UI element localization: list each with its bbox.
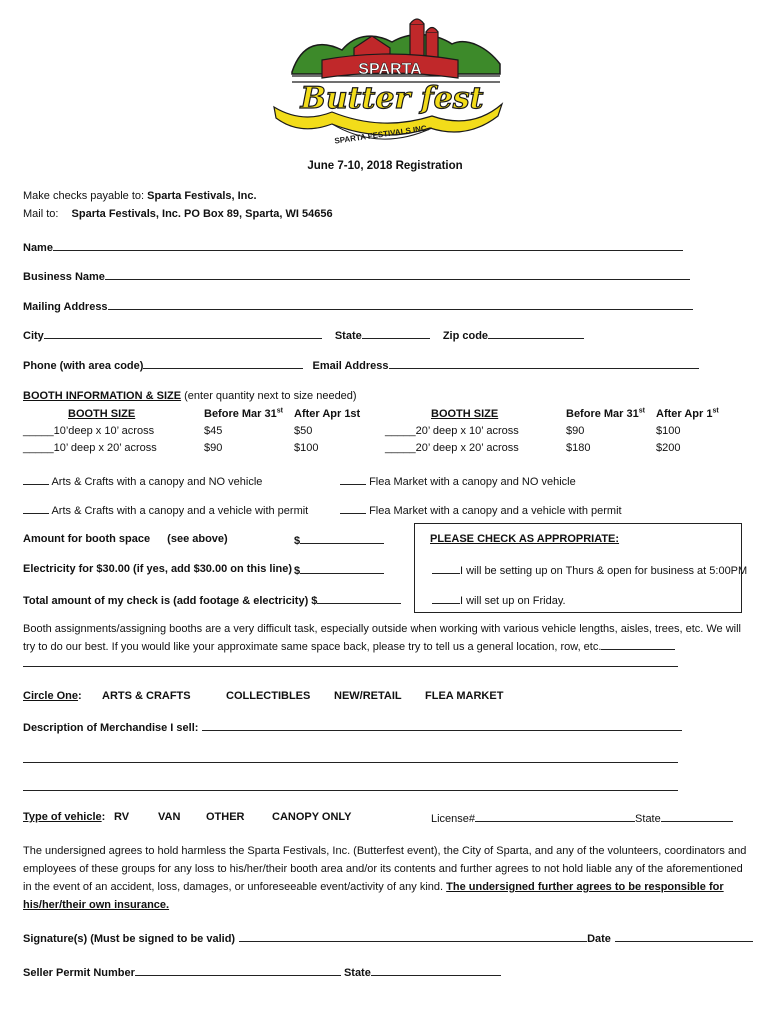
dollar-sign: $: [294, 565, 301, 577]
category-label: Arts & Crafts with a canopy and a vehicle with permit: [51, 505, 309, 517]
signature-field[interactable]: [239, 931, 587, 942]
booth-row-right-1[interactable]: [385, 425, 519, 438]
city-field[interactable]: [44, 328, 322, 339]
phone-field[interactable]: [143, 358, 303, 369]
seller-permit-state-field[interactable]: [371, 965, 501, 976]
merchandise-row: [23, 720, 682, 735]
vehicle-colon: :: [101, 811, 106, 823]
license-label: License#: [431, 813, 476, 825]
booth-price-before: $90: [204, 442, 223, 454]
seller-permit-state-label: State: [343, 967, 371, 979]
vehicle-label: [23, 811, 105, 824]
page-title: [0, 160, 770, 173]
waiver-emphasis: The undersigned further agrees to be responsible for his/her/their own insurance.: [23, 881, 724, 911]
electricity-amount: [294, 563, 384, 578]
seller-permit-field[interactable]: [135, 965, 341, 976]
date-label: Date: [587, 933, 611, 945]
mail-value: Sparta Festivals, Inc. PO Box 89, Sparta, WI 54656: [71, 208, 333, 220]
name-row: [23, 240, 683, 255]
booth-price-after: $50: [294, 425, 313, 437]
booth-size: 20’ deep x 20’ across: [415, 442, 519, 454]
vehicle-option-canopy[interactable]: CANOPY ONLY: [272, 811, 352, 823]
booth-row-left-1[interactable]: [23, 425, 154, 438]
booth-price-before: $180: [566, 442, 591, 454]
logo-top-text: SPARTA: [358, 61, 422, 78]
total-row: [23, 593, 401, 608]
after-header-left: After Apr 1st: [294, 408, 361, 420]
total-amount-field[interactable]: [317, 593, 401, 604]
mailing-address-field[interactable]: [108, 299, 693, 310]
seller-permit-row: [23, 965, 501, 980]
booth-space-amount: [294, 533, 384, 548]
name-label: Name: [23, 242, 53, 254]
license-state-field[interactable]: [661, 811, 733, 822]
category-blank[interactable]: [23, 503, 49, 514]
state-field[interactable]: [362, 328, 430, 339]
before-header-left-sup: st: [276, 407, 283, 415]
circle-option-new-retail[interactable]: NEW/RETAIL: [334, 690, 402, 702]
merchandise-label: Description of Merchandise I sell:: [23, 722, 199, 734]
booth-size: 20’ deep x 10’ across: [415, 425, 519, 437]
category-label: Flea Market with a canopy and a vehicle with permit: [369, 505, 622, 517]
city-label: City: [23, 330, 44, 342]
zip-field[interactable]: [488, 328, 584, 339]
setup-friday-label: I will set up on Friday.: [460, 595, 566, 607]
assignment-note-text: Booth assignments/assigning booths are a very difficult task, especially outside when working with various vehicle lengths, aisles, trees, etc. We will try to do our best. If you would like your approximate same space back, please try to tell us a general location, row, etc.: [23, 623, 742, 653]
booth-heading-title: BOOTH INFORMATION & SIZE: [23, 390, 182, 402]
city-state-zip-row: [23, 328, 584, 343]
setup-thursday-option[interactable]: [432, 563, 747, 578]
booth-heading-note: (enter quantity next to size needed): [184, 390, 357, 402]
logo-main-text: Butter fest: [300, 81, 484, 116]
vehicle-option-other[interactable]: OTHER: [206, 811, 245, 823]
business-name-field[interactable]: [105, 269, 690, 280]
category-flea-vehicle[interactable]: [340, 503, 622, 518]
mailing-address-row: [23, 299, 693, 314]
see-above-label: (see above): [167, 533, 228, 545]
setup-friday-blank[interactable]: [432, 593, 460, 604]
circle-option-collectibles[interactable]: COLLECTIBLES: [226, 690, 311, 702]
name-field[interactable]: [53, 240, 683, 251]
category-blank[interactable]: [23, 474, 49, 485]
before-header-right-text: Before Mar 31: [566, 408, 639, 420]
booth-price-before: $90: [566, 425, 585, 437]
category-label: Arts & Crafts with a canopy and NO vehicle: [51, 476, 263, 488]
before-header-right-sup: st: [638, 407, 645, 415]
waiver-text: The undersigned agrees to hold harmless the Sparta Festivals, Inc. (Butterfest event), the City of Sparta, and any of the volunteers, coordinators and employees of these groups for any loss to his/her/their booth area and/or its contents and further agrees to not hold liable any of the aforementioned in the event of an accident, loss, damages, or unforeseeable event/activity of any kind.: [23, 845, 747, 893]
booth-heading: [23, 390, 357, 403]
circle-one-label: [23, 690, 82, 703]
category-flea-no-vehicle[interactable]: [340, 474, 576, 489]
phone-email-row: [23, 358, 699, 373]
category-blank[interactable]: [340, 474, 366, 485]
booth-size: 10’deep x 10’ across: [53, 425, 155, 437]
category-arts-vehicle[interactable]: [23, 503, 308, 518]
total-label: Total amount of my check is (add footage & electricity) $: [23, 595, 318, 607]
location-preference-line[interactable]: [23, 666, 678, 667]
booth-space-label: Amount for booth space: [23, 533, 151, 545]
booth-blank: _____: [23, 425, 54, 437]
after-header-right-text: After Apr 1: [656, 408, 713, 420]
before-header-left: [204, 408, 283, 421]
checks-value: Sparta Festivals, Inc.: [147, 190, 257, 202]
booth-price-after: $100: [656, 425, 681, 437]
mail-label: Mail to:: [23, 208, 59, 220]
phone-label: Phone (with area code): [23, 360, 144, 372]
business-name-label: Business Name: [23, 271, 105, 283]
setup-thursday-blank[interactable]: [432, 563, 460, 574]
check-appropriate-heading: PLEASE CHECK AS APPROPRIATE:: [430, 533, 620, 545]
checks-label: Make checks payable to:: [23, 190, 145, 202]
after-header-right-sup: st: [712, 407, 719, 415]
checks-payable-line: [23, 190, 257, 203]
category-blank[interactable]: [340, 503, 366, 514]
circle-option-arts[interactable]: ARTS & CRAFTS: [102, 690, 191, 702]
seller-permit-label: Seller Permit Number: [23, 967, 135, 979]
before-header-right: [566, 408, 645, 421]
page-title-text: June 7-10, 2018 Registration: [307, 160, 463, 172]
electricity-label: Electricity for $30.00 (if yes, add $30.00 on this line): [23, 563, 292, 575]
waiver-paragraph: [23, 842, 748, 914]
vehicle-label-text: Type of vehicle: [23, 811, 102, 823]
booth-row-right-2[interactable]: [385, 442, 519, 455]
category-label: Flea Market with a canopy and NO vehicle: [369, 476, 576, 488]
booth-size: 10’ deep x 20’ across: [53, 442, 157, 454]
booth-row-left-2[interactable]: [23, 442, 157, 455]
logo-ribbon-text: SPARTA FESTIVALS INC.: [333, 123, 430, 146]
signature-row: [23, 931, 753, 946]
booth-price-after: $100: [294, 442, 319, 454]
license-row: [431, 811, 733, 826]
before-header-left-text: Before Mar 31: [204, 408, 277, 420]
booth-blank: _____: [23, 442, 54, 454]
merchandise-line-3[interactable]: [23, 790, 678, 791]
license-state-label: State: [635, 813, 661, 825]
booth-space-amount-row: [23, 533, 228, 546]
date-field[interactable]: [615, 931, 753, 942]
signature-label: Signature(s) (Must be signed to be valid): [23, 933, 236, 945]
license-field[interactable]: [475, 811, 635, 822]
booth-blank: _____: [385, 425, 416, 437]
circle-one-label-text: Circle One: [23, 690, 79, 702]
electricity-row: [23, 563, 292, 576]
booth-space-amount-field[interactable]: [300, 533, 384, 544]
business-name-row: [23, 269, 690, 284]
mail-to-line: [23, 208, 333, 221]
setup-friday-option[interactable]: [432, 593, 566, 608]
state-label: State: [334, 330, 362, 342]
butterfest-logo: [262, 12, 512, 152]
vehicle-option-van[interactable]: VAN: [158, 811, 181, 823]
email-label: Email Address: [312, 360, 389, 372]
category-arts-no-vehicle[interactable]: [23, 474, 262, 489]
booth-blank: _____: [385, 442, 416, 454]
mailing-address-label: Mailing Address: [23, 301, 108, 313]
after-header-right: [656, 408, 719, 421]
booth-size-header-right: BOOTH SIZE: [431, 408, 499, 420]
circle-option-flea-market[interactable]: FLEA MARKET: [425, 690, 504, 702]
booth-price-after: $200: [656, 442, 681, 454]
assignment-note: [23, 620, 753, 656]
dollar-sign: $: [294, 535, 301, 547]
merchandise-line-2[interactable]: [23, 762, 678, 763]
electricity-amount-field[interactable]: [300, 563, 384, 574]
zip-label: Zip code: [442, 330, 489, 342]
booth-price-before: $45: [204, 425, 223, 437]
merchandise-field[interactable]: [202, 720, 682, 731]
circle-one-colon: :: [78, 690, 82, 702]
setup-thursday-label: I will be setting up on Thurs & open for business at 5:00PM: [460, 565, 748, 577]
location-preference-field[interactable]: [601, 639, 675, 650]
email-field[interactable]: [389, 358, 699, 369]
booth-size-header-left: BOOTH SIZE: [68, 408, 136, 420]
vehicle-option-rv[interactable]: RV: [114, 811, 130, 823]
